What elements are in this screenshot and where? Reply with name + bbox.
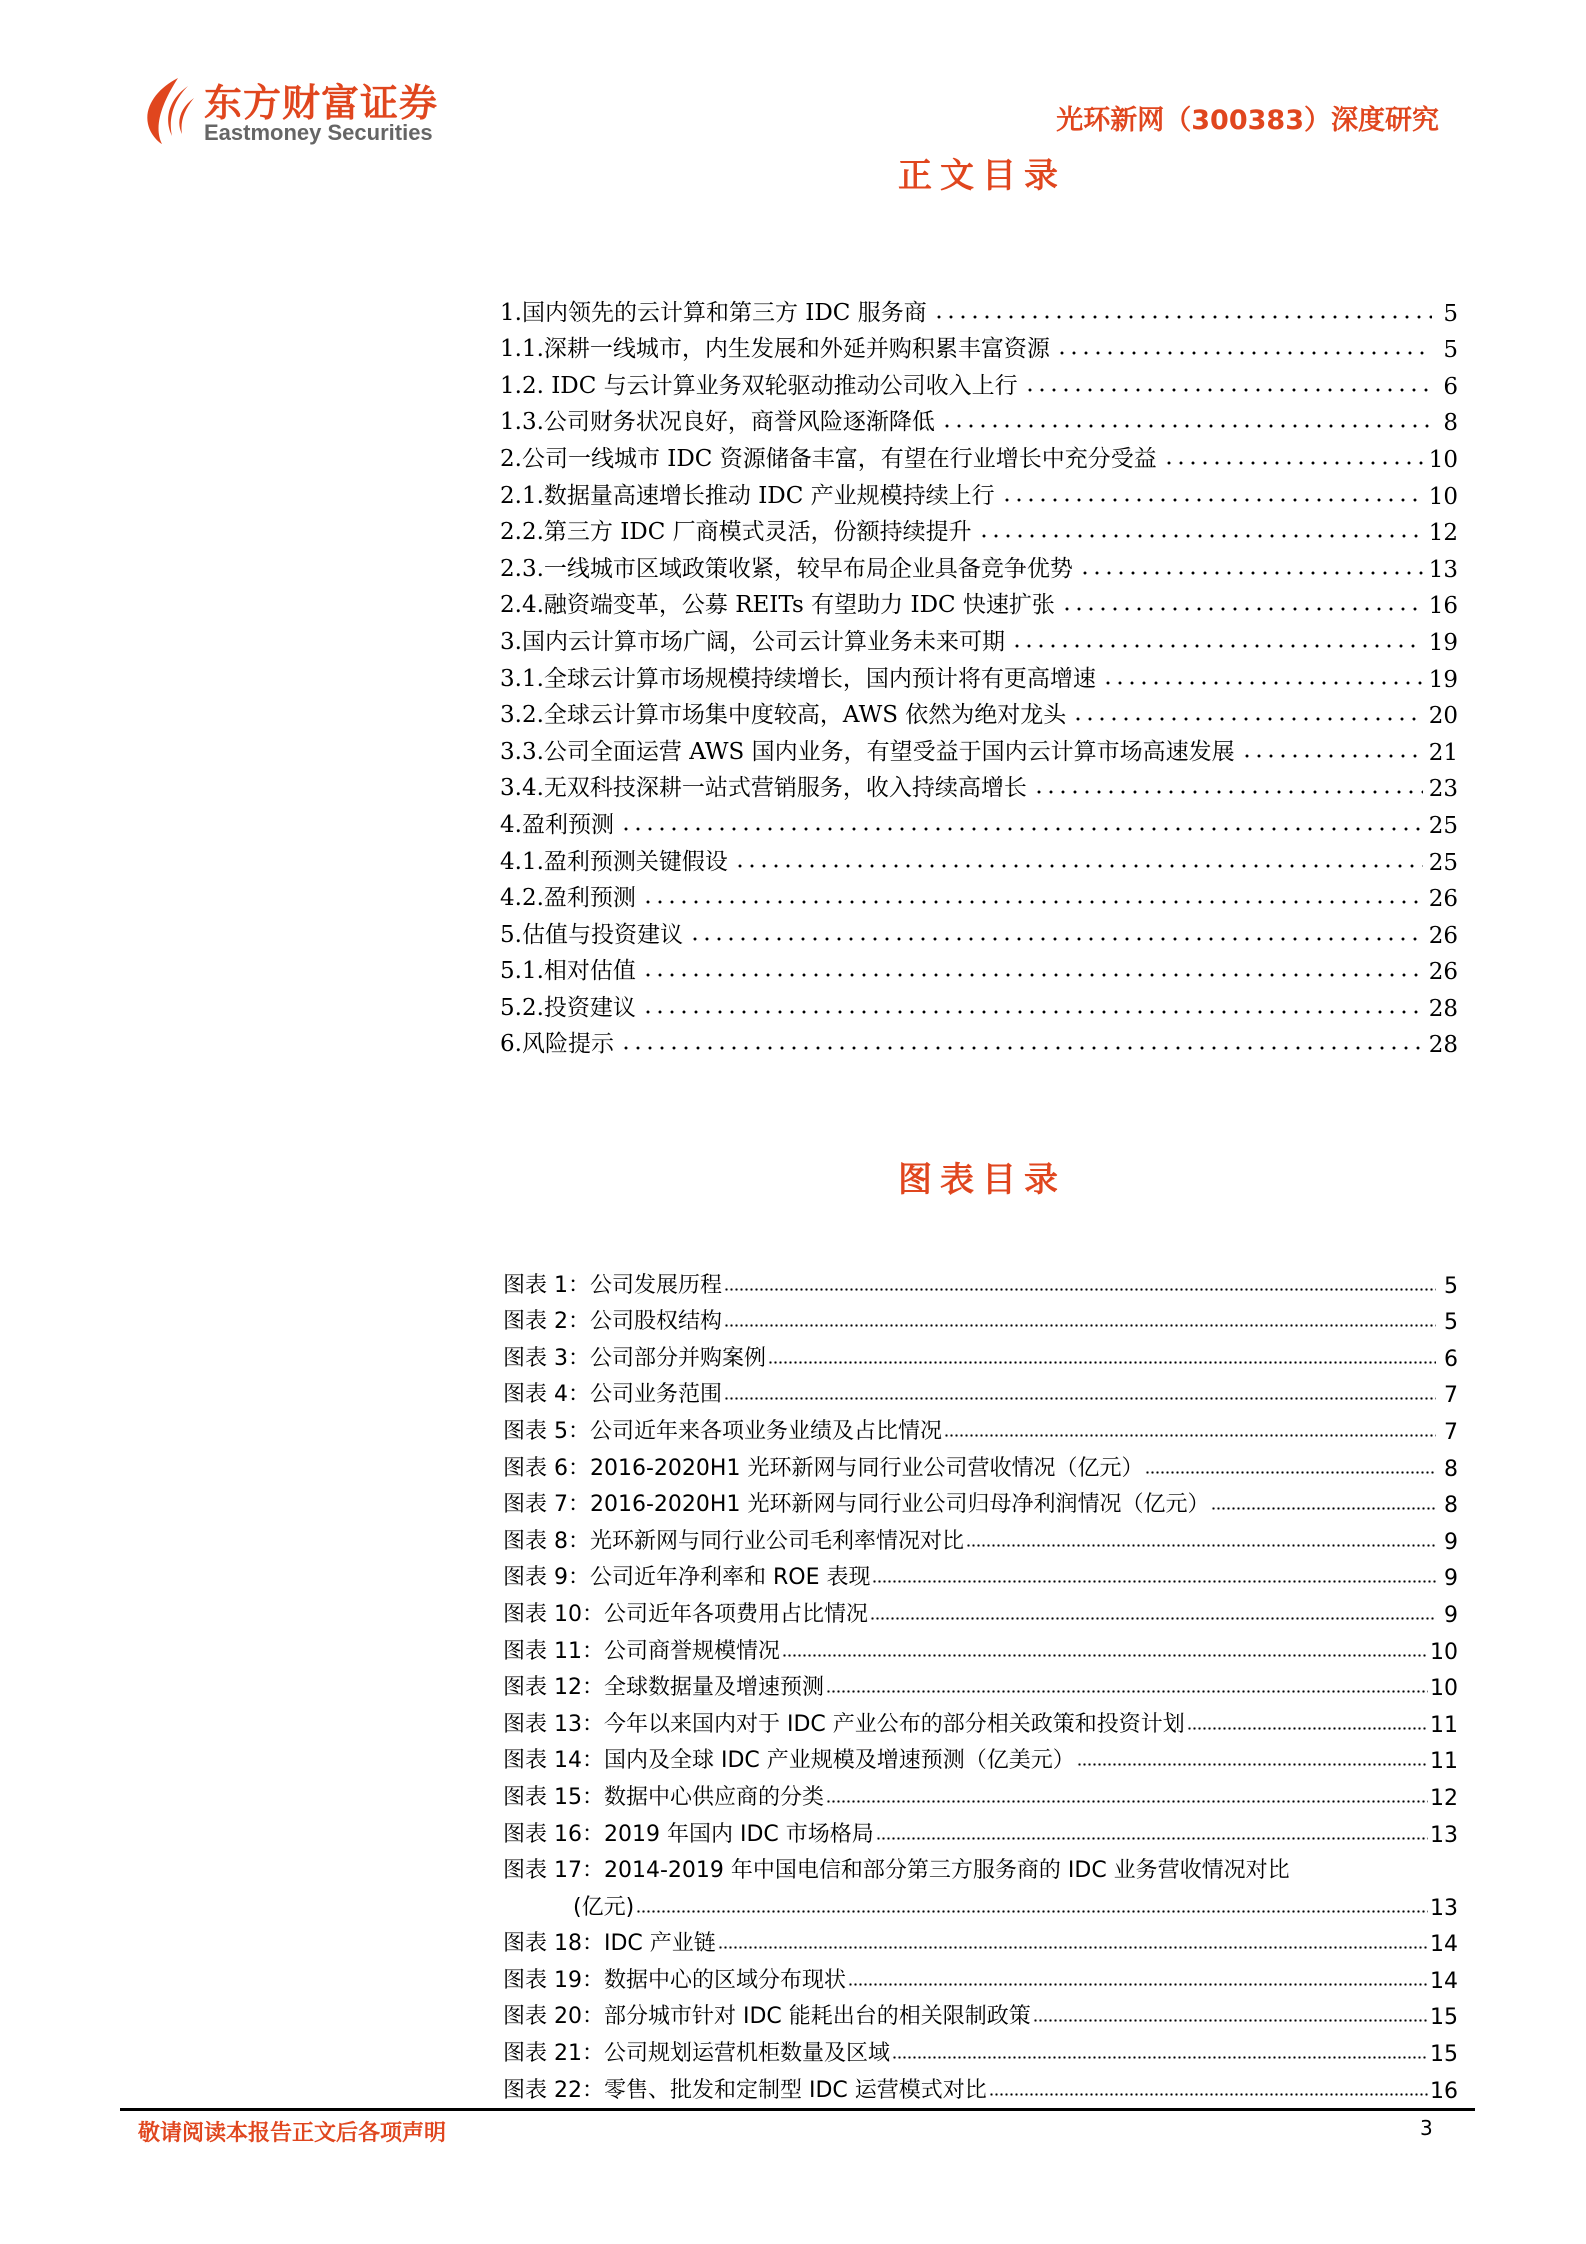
toc-entry-label: 6.风险提示 <box>500 1031 614 1058</box>
dot-leader <box>620 826 1423 832</box>
figure-entry-page: 9 <box>1444 1529 1458 1555</box>
dot-leader <box>718 1945 1428 1950</box>
toc-entry-page: 26 <box>1428 886 1458 913</box>
dot-leader <box>1241 753 1423 759</box>
page-number: 3 <box>1420 2116 1433 2140</box>
figure-entry-page: 5 <box>1444 1273 1458 1299</box>
dot-leader <box>724 1287 1436 1292</box>
figure-entry-page: 12 <box>1430 1785 1458 1811</box>
dot-leader <box>989 2092 1428 2097</box>
figure-entry-page: 11 <box>1430 1712 1458 1738</box>
figure-entry[interactable] <box>503 1811 1458 1848</box>
figure-entry-page: 10 <box>1430 1639 1458 1665</box>
figure-entry-label: 图表 19：数据中心的区域分布现状 <box>503 1967 846 1993</box>
figure-entry-label: 图表 21：公司规划运营机柜数量及区域 <box>503 2041 890 2067</box>
figure-entry[interactable] <box>503 1701 1458 1738</box>
figure-entry-label: 图表 14：国内及全球 IDC 产业规模及增速预测（亿美元） <box>503 1748 1075 1774</box>
figure-entry-label: 图表 11：公司商誉规模情况 <box>503 1638 780 1664</box>
toc-entry[interactable] <box>500 839 1458 876</box>
figure-entry-page: 10 <box>1430 1676 1458 1702</box>
toc-entry[interactable] <box>500 949 1458 986</box>
toc-entry[interactable] <box>500 400 1458 437</box>
toc-entry[interactable] <box>500 473 1458 510</box>
dot-leader <box>724 1323 1436 1328</box>
figure-entry[interactable] <box>503 1665 1458 1702</box>
figure-entry-label: 图表 15：数据中心供应商的分类 <box>503 1784 824 1810</box>
company-logo <box>138 72 468 152</box>
report-title: 光环新网（300383）深度研究 <box>1056 105 1439 136</box>
dot-leader <box>870 1616 1436 1621</box>
dot-leader <box>1024 387 1432 393</box>
toc-entry[interactable] <box>500 1022 1458 1059</box>
figures-title: 图表目录 <box>898 1160 1066 1200</box>
toc-entry[interactable] <box>500 729 1458 766</box>
figure-entry-label: 图表 17：2014-2019 年中国电信和部分第三方服务商的 IDC 业务营收情况对比 <box>503 1858 1290 1884</box>
toc-entry[interactable] <box>500 290 1458 327</box>
dot-leader <box>1079 570 1423 576</box>
dot-leader <box>1056 350 1432 356</box>
figure-entry-page: 14 <box>1430 1968 1458 1994</box>
toc-entry-label: 2.4.融资端变革，公募 REITs 有望助力 IDC 快速扩张 <box>500 592 1055 619</box>
toc-entry-label: 3.4.无双科技深耕一站式营销服务，收入持续高增长 <box>500 775 1027 802</box>
logo-english-name: Eastmoney Securities <box>204 120 433 145</box>
figure-entry-label: 图表 13：今年以来国内对于 IDC 产业公布的部分相关政策和投资计划 <box>503 1711 1185 1737</box>
toc-entry-page: 26 <box>1428 922 1458 949</box>
dot-leader <box>1033 789 1423 795</box>
figure-entry-label: 图表 7：2016-2020H1 光环新网与同行业公司归母净利润情况（亿元） <box>503 1492 1210 1518</box>
figure-entry-page: 15 <box>1430 2042 1458 2068</box>
figure-entry-label: 图表 8：光环新网与同行业公司毛利率情况对比 <box>503 1528 964 1554</box>
dot-leader <box>642 899 1423 905</box>
toc-entry-label: 4.2.盈利预测 <box>500 885 636 912</box>
dot-leader <box>1211 1506 1436 1511</box>
footer-divider <box>120 2108 1475 2111</box>
figure-entry[interactable] <box>503 1408 1458 1445</box>
figure-entry[interactable] <box>503 1335 1458 1372</box>
figure-entry-page: 13 <box>1430 1895 1458 1921</box>
figure-entry-page: 16 <box>1430 2078 1458 2104</box>
logo-chinese-name: 东方财富证券 <box>204 81 439 125</box>
toc-entry-label: 1.2. IDC 与云计算业务双轮驱动推动公司收入上行 <box>500 372 1018 399</box>
dot-leader <box>978 533 1423 539</box>
figure-entry-page: 9 <box>1444 1602 1458 1628</box>
toc-entry-page: 25 <box>1428 812 1458 839</box>
dot-leader <box>892 2055 1428 2060</box>
toc-entry[interactable] <box>500 985 1458 1022</box>
toc-entry-page: 6 <box>1443 373 1458 400</box>
figure-entry[interactable] <box>503 1628 1458 1665</box>
toc-entry-page: 5 <box>1443 300 1458 327</box>
toc-entry-page: 25 <box>1428 849 1458 876</box>
figure-entry[interactable] <box>503 1555 1458 1592</box>
figure-entry[interactable] <box>503 1262 1458 1299</box>
dot-leader <box>1145 1470 1436 1475</box>
dot-leader <box>642 972 1423 978</box>
figure-entry-page: 14 <box>1430 1932 1458 1958</box>
figure-entry[interactable] <box>503 1957 1458 1994</box>
toc-entry-label: 1.1.深耕一线城市，内生发展和外延并购积累丰富资源 <box>500 336 1050 363</box>
toc-entry-page: 26 <box>1428 959 1458 986</box>
toc-entry[interactable] <box>500 327 1458 364</box>
toc-entry-page: 28 <box>1428 995 1458 1022</box>
toc-entry-page: 21 <box>1428 739 1458 766</box>
figure-entry-page: 7 <box>1444 1383 1458 1409</box>
figure-entry[interactable] <box>503 1738 1458 1775</box>
figure-entry-label: 图表 1：公司发展历程 <box>503 1272 722 1298</box>
dot-leader <box>876 1836 1428 1841</box>
dot-leader <box>1011 643 1423 649</box>
figure-entry[interactable] <box>503 1372 1458 1409</box>
figure-entry-label: 图表 20：部分城市针对 IDC 能耗出台的相关限制政策 <box>503 2004 1031 2030</box>
toc-entry-page: 16 <box>1428 593 1458 620</box>
figure-entry[interactable] <box>503 1994 1458 2031</box>
dot-leader <box>826 1689 1428 1694</box>
figure-entry-label: 图表 18：IDC 产业链 <box>503 1931 716 1957</box>
figure-entry-label: 图表 10：公司近年各项费用占比情况 <box>503 1601 868 1627</box>
dot-leader <box>636 1909 1428 1914</box>
toc-entry-label: 4.盈利预测 <box>500 811 614 838</box>
figure-entry[interactable] <box>503 1299 1458 1336</box>
toc-entry[interactable] <box>500 436 1458 473</box>
figure-entry-page: 7 <box>1444 1419 1458 1445</box>
dot-leader <box>1072 716 1422 722</box>
figure-entry[interactable] <box>503 1921 1458 1958</box>
toc-entry-page: 19 <box>1428 666 1458 693</box>
toc-entry-label: 2.1.数据量高速增长推动 IDC 产业规模持续上行 <box>500 482 995 509</box>
toc-entry[interactable] <box>500 693 1458 730</box>
figure-entry[interactable] <box>503 1518 1458 1555</box>
dot-leader <box>1001 497 1423 503</box>
figure-entry-label: 图表 4：公司业务范围 <box>503 1382 722 1408</box>
toc-entry-page: 19 <box>1428 629 1458 656</box>
dot-leader <box>734 863 1423 869</box>
toc-entry-label: 4.1.盈利预测关键假设 <box>500 848 728 875</box>
toc-entry-label: 5.2.投资建议 <box>500 994 636 1021</box>
figure-entry-label: 图表 3：公司部分并购案例 <box>503 1345 766 1371</box>
toc-entry-label: 3.2.全球云计算市场集中度较高，AWS 依然为绝对龙头 <box>500 702 1067 729</box>
figure-entry-label: 图表 12：全球数据量及增速预测 <box>503 1675 824 1701</box>
figure-entry-label: 图表 5：公司近年来各项业务业绩及占比情况 <box>503 1418 942 1444</box>
figure-entry-continuation[interactable] <box>503 1884 1458 1921</box>
dot-leader <box>689 936 1423 942</box>
dot-leader <box>620 1045 1423 1051</box>
dot-leader <box>768 1360 1436 1365</box>
figure-entry-page: 13 <box>1430 1822 1458 1848</box>
dot-leader <box>642 1009 1423 1015</box>
figure-entry[interactable] <box>503 2030 1458 2067</box>
dot-leader <box>872 1579 1436 1584</box>
dot-leader <box>1102 680 1423 686</box>
dot-leader <box>724 1396 1436 1401</box>
toc-entry-label: 1.国内领先的云计算和第三方 IDC 服务商 <box>500 299 927 326</box>
toc-entry-label: 2.公司一线城市 IDC 资源储备丰富，有望在行业增长中充分受益 <box>500 445 1157 472</box>
footer-disclaimer: 敬请阅读本报告正文后各项声明 <box>138 2121 447 2146</box>
dot-leader <box>848 1982 1428 1987</box>
toc-entry[interactable] <box>500 802 1458 839</box>
toc-entry-page: 20 <box>1428 703 1458 730</box>
toc-entry-page: 5 <box>1443 337 1458 364</box>
figure-entry[interactable] <box>503 1591 1458 1628</box>
figure-entry-page: 6 <box>1444 1346 1458 1372</box>
toc-entry-page: 8 <box>1443 410 1458 437</box>
toc-entry[interactable] <box>500 766 1458 803</box>
dot-leader <box>1163 460 1423 466</box>
toc-entry[interactable] <box>500 912 1458 949</box>
toc-entry-label: 3.1.全球云计算市场规模持续增长，国内预计将有更高增速 <box>500 665 1096 692</box>
dot-leader <box>782 1653 1428 1658</box>
figure-entry-label: 图表 2：公司股权结构 <box>503 1309 722 1335</box>
toc-entry-page: 13 <box>1428 556 1458 583</box>
toc-entry-label: 1.3.公司财务状况良好，商誉风险逐渐降低 <box>500 409 935 436</box>
toc-entry-page: 28 <box>1428 1032 1458 1059</box>
dot-leader <box>1187 1726 1428 1731</box>
figure-entry-page: 11 <box>1430 1749 1458 1775</box>
toc-entry[interactable] <box>500 546 1458 583</box>
figure-entry[interactable] <box>503 2067 1458 2104</box>
figure-entry-page: 5 <box>1444 1310 1458 1336</box>
figure-entry[interactable] <box>503 1848 1458 1885</box>
toc-entry-label: 2.2.第三方 IDC 厂商模式灵活，份额持续提升 <box>500 519 972 546</box>
figure-entry-page: 15 <box>1430 2005 1458 2031</box>
dot-leader <box>826 1799 1428 1804</box>
toc-entry[interactable] <box>500 876 1458 913</box>
toc-entry-label: 5.1.相对估值 <box>500 958 636 985</box>
figure-entry[interactable] <box>503 1774 1458 1811</box>
toc-entry-label: 3.国内云计算市场广阔，公司云计算业务未来可期 <box>500 628 1005 655</box>
dot-leader <box>966 1543 1436 1548</box>
toc-entry[interactable] <box>500 656 1458 693</box>
dot-leader <box>1061 606 1423 612</box>
figure-entry-label: 图表 6：2016-2020H1 光环新网与同行业公司营收情况（亿元） <box>503 1455 1144 1481</box>
dot-leader <box>933 314 1432 320</box>
toc-entry-label: 5.估值与投资建议 <box>500 921 683 948</box>
dot-leader <box>944 1433 1436 1438</box>
figure-entry-page: 9 <box>1444 1566 1458 1592</box>
toc-entry-page: 10 <box>1428 446 1458 473</box>
toc-entry-label: 3.3.公司全面运营 AWS 国内业务，有望受益于国内云计算市场高速发展 <box>500 738 1235 765</box>
dot-leader <box>1033 2018 1428 2023</box>
toc-title: 正文目录 <box>898 156 1066 196</box>
figure-entry-label: (亿元) <box>573 1894 635 1920</box>
toc-entry-label: 2.3.一线城市区域政策收紧，较早布局企业具备竞争优势 <box>500 555 1073 582</box>
figure-entry[interactable] <box>503 1445 1458 1482</box>
toc-entry[interactable] <box>500 363 1458 400</box>
figure-entry-page: 8 <box>1444 1493 1458 1519</box>
toc-entry[interactable] <box>500 583 1458 620</box>
figure-entry-label: 图表 16：2019 年国内 IDC 市场格局 <box>503 1821 874 1847</box>
flame-logo-icon <box>138 76 198 146</box>
toc-entry[interactable] <box>500 619 1458 656</box>
figure-entry[interactable] <box>503 1482 1458 1519</box>
toc-entry-page: 10 <box>1428 483 1458 510</box>
figures-list <box>503 1262 1458 2104</box>
dot-leader <box>1077 1762 1428 1767</box>
figure-entry-label: 图表 9：公司近年净利率和 ROE 表现 <box>503 1565 871 1591</box>
toc-entry-page: 23 <box>1428 776 1458 803</box>
figure-entry-label: 图表 22：零售、批发和定制型 IDC 运营模式对比 <box>503 2077 987 2103</box>
toc-entry[interactable] <box>500 510 1458 547</box>
table-of-contents <box>500 290 1458 1058</box>
toc-entry-page: 12 <box>1428 520 1458 547</box>
dot-leader <box>941 423 1432 429</box>
figure-entry-page: 8 <box>1444 1456 1458 1482</box>
